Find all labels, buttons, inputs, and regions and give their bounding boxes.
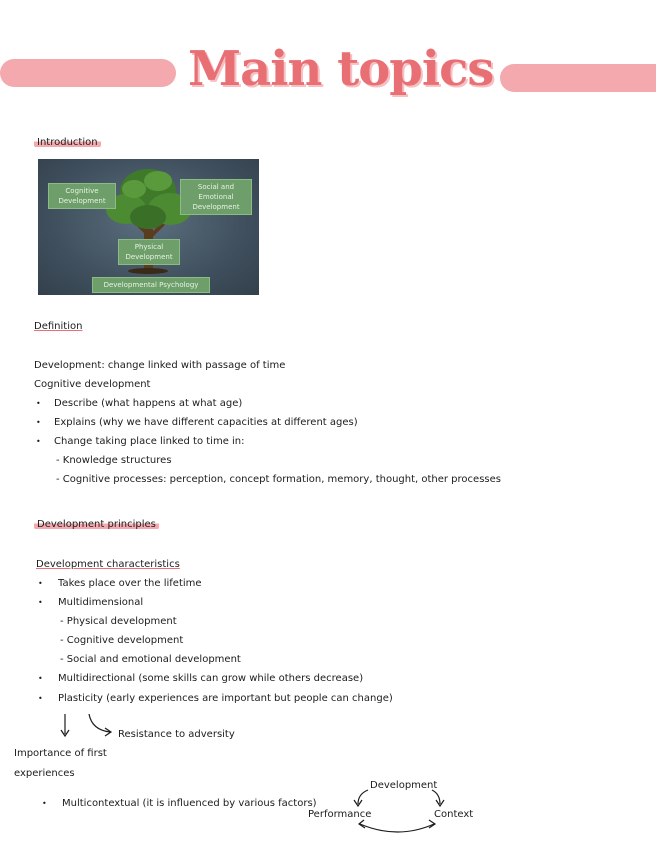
list-item: Change taking place linked to time in: <box>54 436 245 447</box>
cognitive-development-card: Cognitive Development <box>48 183 116 209</box>
cycle-arrows-icon <box>340 786 460 838</box>
sub-list-item: - Cognitive processes: perception, concept formation, memory, thought, other processes <box>56 474 501 485</box>
bullet-dot: • <box>38 674 43 683</box>
list-item: Describe (what happens at what age) <box>54 398 243 409</box>
curved-arrow-icon <box>86 712 116 738</box>
development-principles-heading: Development principles <box>34 519 159 530</box>
diagram-performance: Performance <box>308 809 372 820</box>
diagram-development: Development <box>370 780 438 791</box>
cognitive-development-heading: Cognitive development <box>34 379 151 390</box>
importance-label-line2: experiences <box>14 768 75 779</box>
sub-list-item: - Knowledge structures <box>56 455 172 466</box>
sub-list-item: - Physical development <box>60 616 177 627</box>
header-bar-right <box>500 64 656 92</box>
introduction-heading: Introduction <box>34 137 101 148</box>
sub-list-item: - Social and emotional development <box>60 654 241 665</box>
arrow-down-icon <box>58 712 72 740</box>
header-bar-left <box>0 59 176 87</box>
development-characteristics-heading: Development characteristics <box>36 559 180 570</box>
list-item: Multicontextual (it is influenced by various factors) <box>62 798 317 809</box>
bullet-dot: • <box>38 598 43 607</box>
bullet-dot: • <box>38 694 43 703</box>
bullet-dot: • <box>38 579 43 588</box>
social-emotional-development-card: Social and Emotional Development <box>180 179 252 215</box>
physical-development-card: Physical Development <box>118 239 180 265</box>
diagram-context: Context <box>434 809 474 820</box>
development-definition: Development: change linked with passage of time <box>34 360 286 371</box>
definition-heading: Definition <box>34 321 83 332</box>
list-item: Multidimensional <box>58 597 144 608</box>
bullet-dot: • <box>36 399 41 408</box>
sub-list-item: - Cognitive development <box>60 635 184 646</box>
importance-label-line1: Importance of first <box>14 748 107 759</box>
list-item: Takes place over the lifetime <box>58 578 202 589</box>
list-item: Explains (why we have different capacities at different ages) <box>54 417 358 428</box>
bullet-dot: • <box>36 437 41 446</box>
list-item: Multidirectional (some skills can grow while others decrease) <box>58 673 364 684</box>
list-item: Plasticity (early experiences are important but people can change) <box>58 693 393 704</box>
bullet-dot: • <box>36 418 41 427</box>
resistance-label: Resistance to adversity <box>118 729 235 740</box>
page-title: Main topics <box>188 41 494 97</box>
bullet-dot: • <box>42 799 47 808</box>
developmental-psychology-label: Developmental Psychology <box>92 277 210 293</box>
developmental-psychology-image <box>38 159 259 295</box>
